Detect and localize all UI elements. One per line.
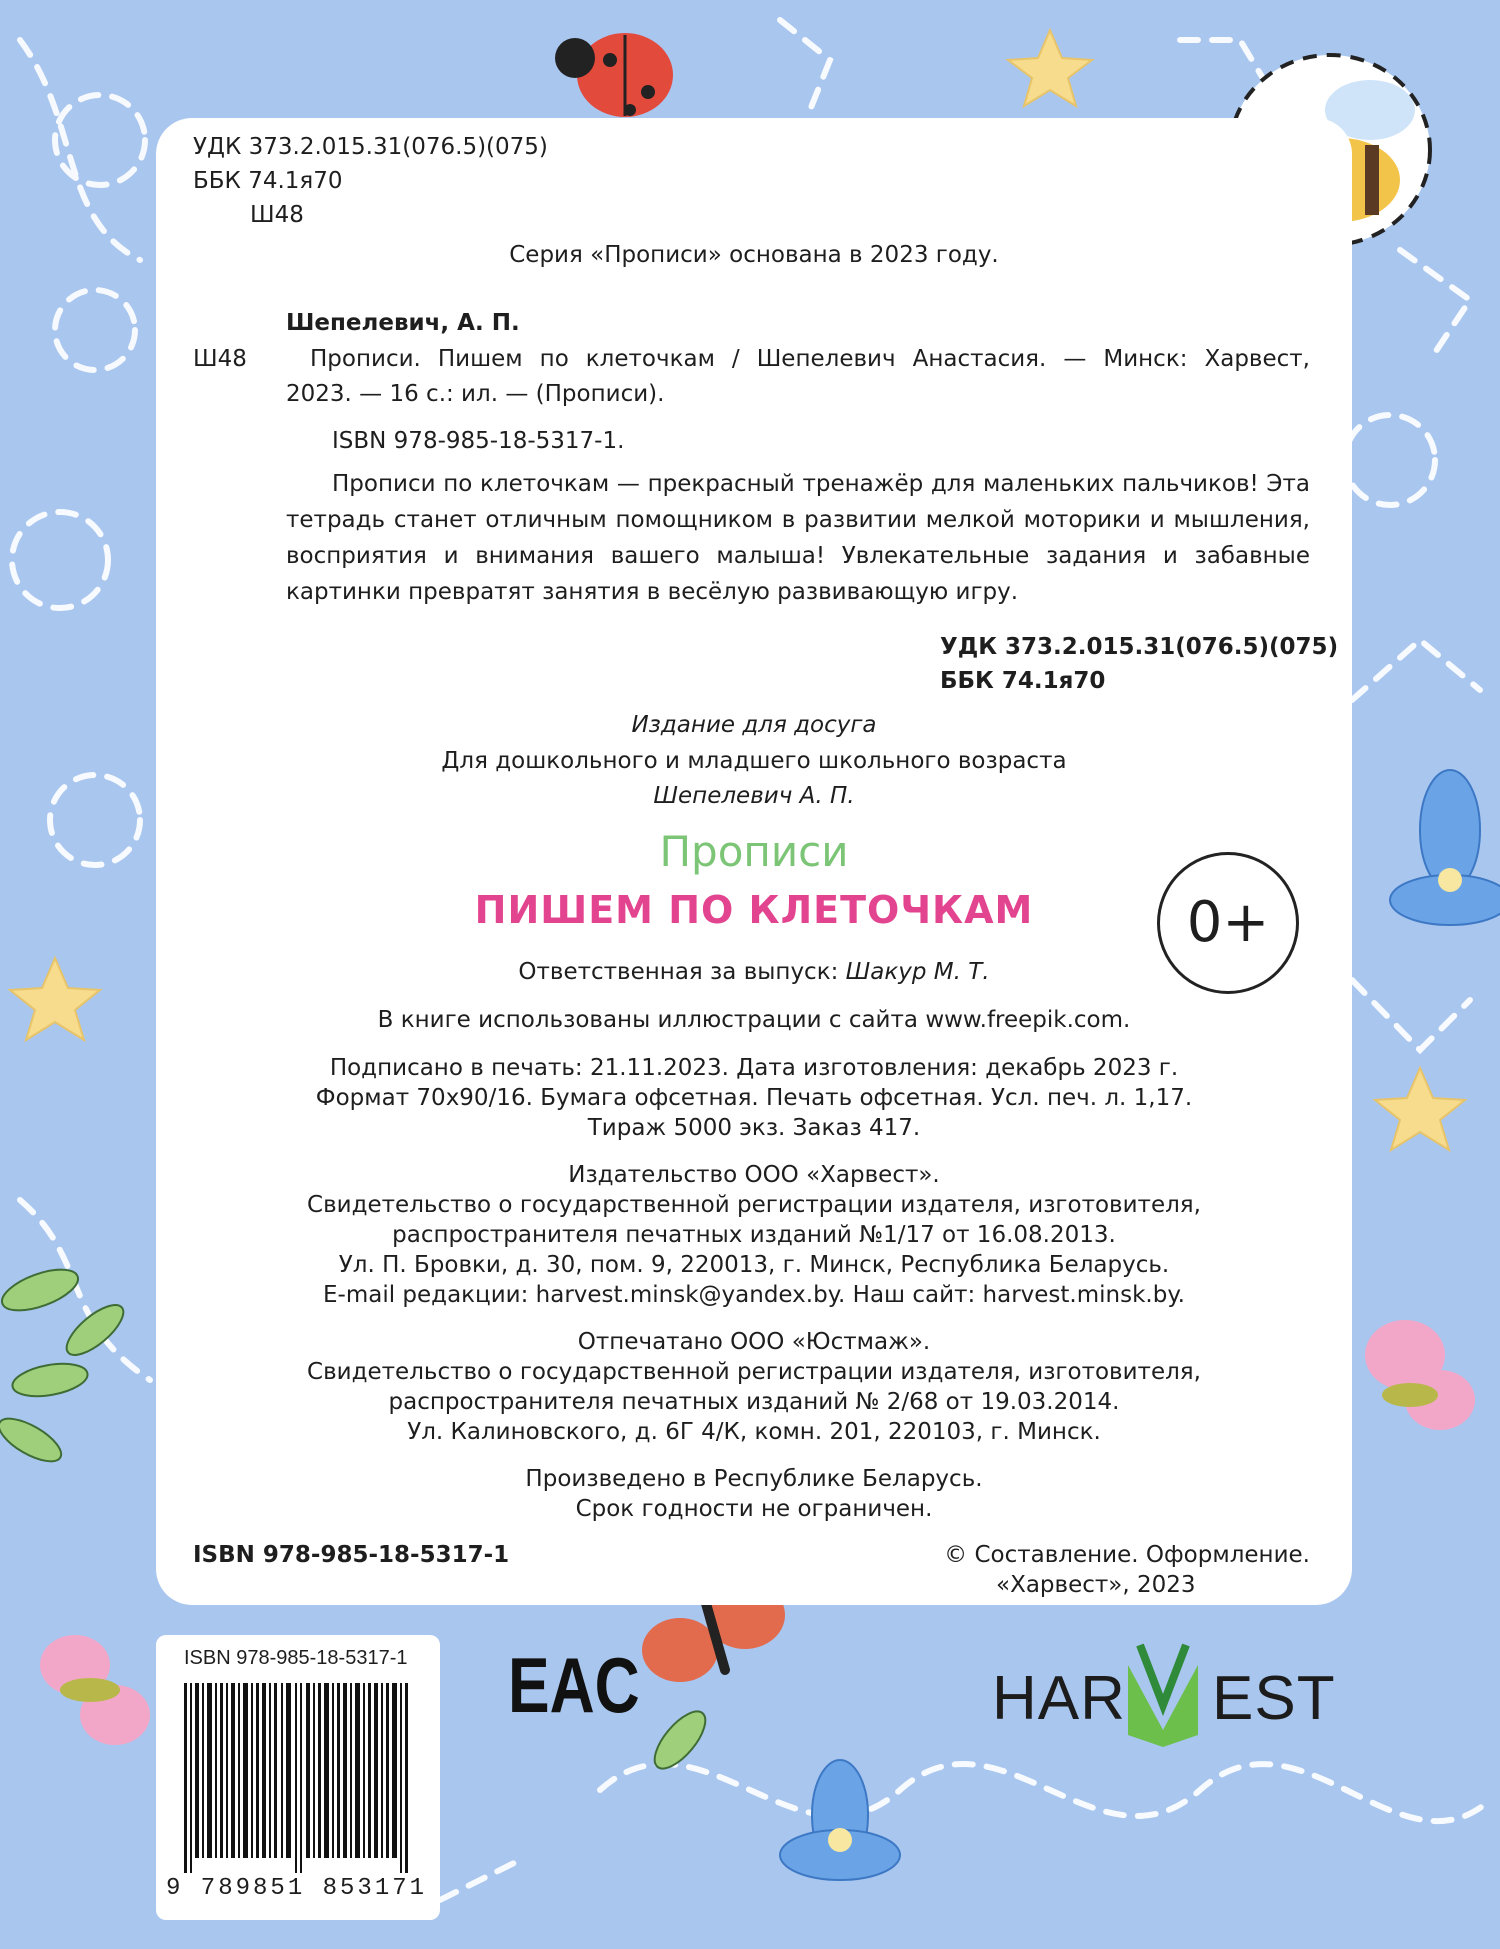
- barcode-icon: [184, 1683, 414, 1873]
- isbn-line: ISBN 978-985-18-5317-1.: [332, 428, 625, 454]
- author-code-top: Ш48: [250, 202, 304, 228]
- publisher-line-3: распространителя печатных изданий №1/17 от 16.08.2013.: [392, 1222, 1116, 1248]
- udk-right: УДК 373.2.015.31(076.5)(075): [940, 634, 1339, 660]
- illustrations-note: В книге использованы иллюстрации с сайта www.freepik.com.: [377, 1007, 1131, 1033]
- print-info-2: Формат 70х90/16. Бумага офсетная. Печать офсетная. Усл. печ. л. 1,17.: [315, 1085, 1193, 1111]
- origin-line-2: Срок годности не ограничен.: [575, 1496, 933, 1522]
- responsible-line: [156, 957, 1352, 987]
- audience: Для дошкольного и младшего школьного возраста: [441, 748, 1067, 774]
- barcode-digits: 9 789851 853171: [166, 1875, 428, 1902]
- bbk-right: ББК 74.1я70: [940, 668, 1106, 694]
- title-series: Прописи: [659, 827, 849, 876]
- title-main: ПИШЕМ ПО КЛЕТОЧКАМ: [474, 888, 1034, 932]
- origin-line-1: Произведено в Республике Беларусь.: [525, 1466, 983, 1492]
- harvest-logo: [990, 1635, 1336, 1755]
- responsible-name: Шакур М. Т.: [845, 959, 990, 985]
- barcode-box: [156, 1635, 440, 1920]
- eac-mark: EAC: [508, 1641, 640, 1729]
- bibliographic-line-1: Прописи. Пишем по клеточкам / Шепелевич Анастасия. — Минск: Харвест,: [310, 346, 1310, 372]
- logo-text-left: HAR: [992, 1664, 1126, 1733]
- author-short: Шепелевич А. П.: [653, 783, 855, 809]
- print-info-1: Подписано в печать: 21.11.2023. Дата изготовления: декабрь 2023 г.: [329, 1055, 1179, 1081]
- series-note: Серия «Прописи» основана в 2023 году.: [509, 242, 999, 268]
- barcode-isbn: ISBN 978-985-18-5317-1: [184, 1647, 408, 1669]
- responsible-label: Ответственная за выпуск:: [518, 959, 846, 985]
- author-heading: Шепелевич, А. П.: [286, 310, 520, 336]
- author-code-left: Ш48: [193, 346, 247, 372]
- print-info-3: Тираж 5000 экз. Заказ 417.: [587, 1115, 921, 1141]
- copyright-line-2: «Харвест», 2023: [996, 1572, 1196, 1598]
- publisher-line-1: Издательство ООО «Харвест».: [568, 1162, 940, 1188]
- publisher-line-2: Свидетельство о государственной регистрации издателя, изготовителя,: [307, 1192, 1201, 1218]
- book-leaf-icon: [1118, 1635, 1208, 1747]
- annotation: Прописи по клеточкам — прекрасный тренажёр для маленьких пальчиков! Эта тетрадь станет отличным помощником в развитии мелкой моторики и мышления, восприятия и внимания вашего малыша! Увлекательные задания и забавные картинки превратят занятия в весёлую развивающую игру.: [286, 471, 1310, 605]
- publisher-line-4: Ул. П. Бровки, д. 30, пом. 9, 220013, г. Минск, Республика Беларусь.: [338, 1252, 1170, 1278]
- printer-line-1: Отпечатано ООО «Юстмаж».: [577, 1329, 931, 1355]
- isbn-bottom: ISBN 978-985-18-5317-1: [193, 1542, 510, 1568]
- copyright-line-1: © Составление. Оформление.: [944, 1542, 1310, 1568]
- udk-top: УДК 373.2.015.31(076.5)(075): [193, 134, 548, 160]
- printer-line-4: Ул. Калиновского, д. 6Г 4/К, комн. 201, 220103, г. Минск.: [407, 1419, 1101, 1445]
- age-rating-badge: 0+: [1157, 852, 1299, 994]
- printer-line-3: распространителя печатных изданий № 2/68 от 19.03.2014.: [388, 1389, 1120, 1415]
- publisher-line-5: E-mail редакции: harvest.minsk@yandex.by. Наш сайт: harvest.minsk.by.: [323, 1282, 1185, 1308]
- printer-line-2: Свидетельство о государственной регистрации издателя, изготовителя,: [307, 1359, 1201, 1385]
- bbk-top: ББК 74.1я70: [193, 168, 343, 194]
- edition-type: Издание для досуга: [631, 712, 877, 738]
- logo-text-right: EST: [1212, 1664, 1336, 1733]
- bibliographic-line-2: 2023. — 16 с.: ил. — (Прописи).: [286, 381, 665, 407]
